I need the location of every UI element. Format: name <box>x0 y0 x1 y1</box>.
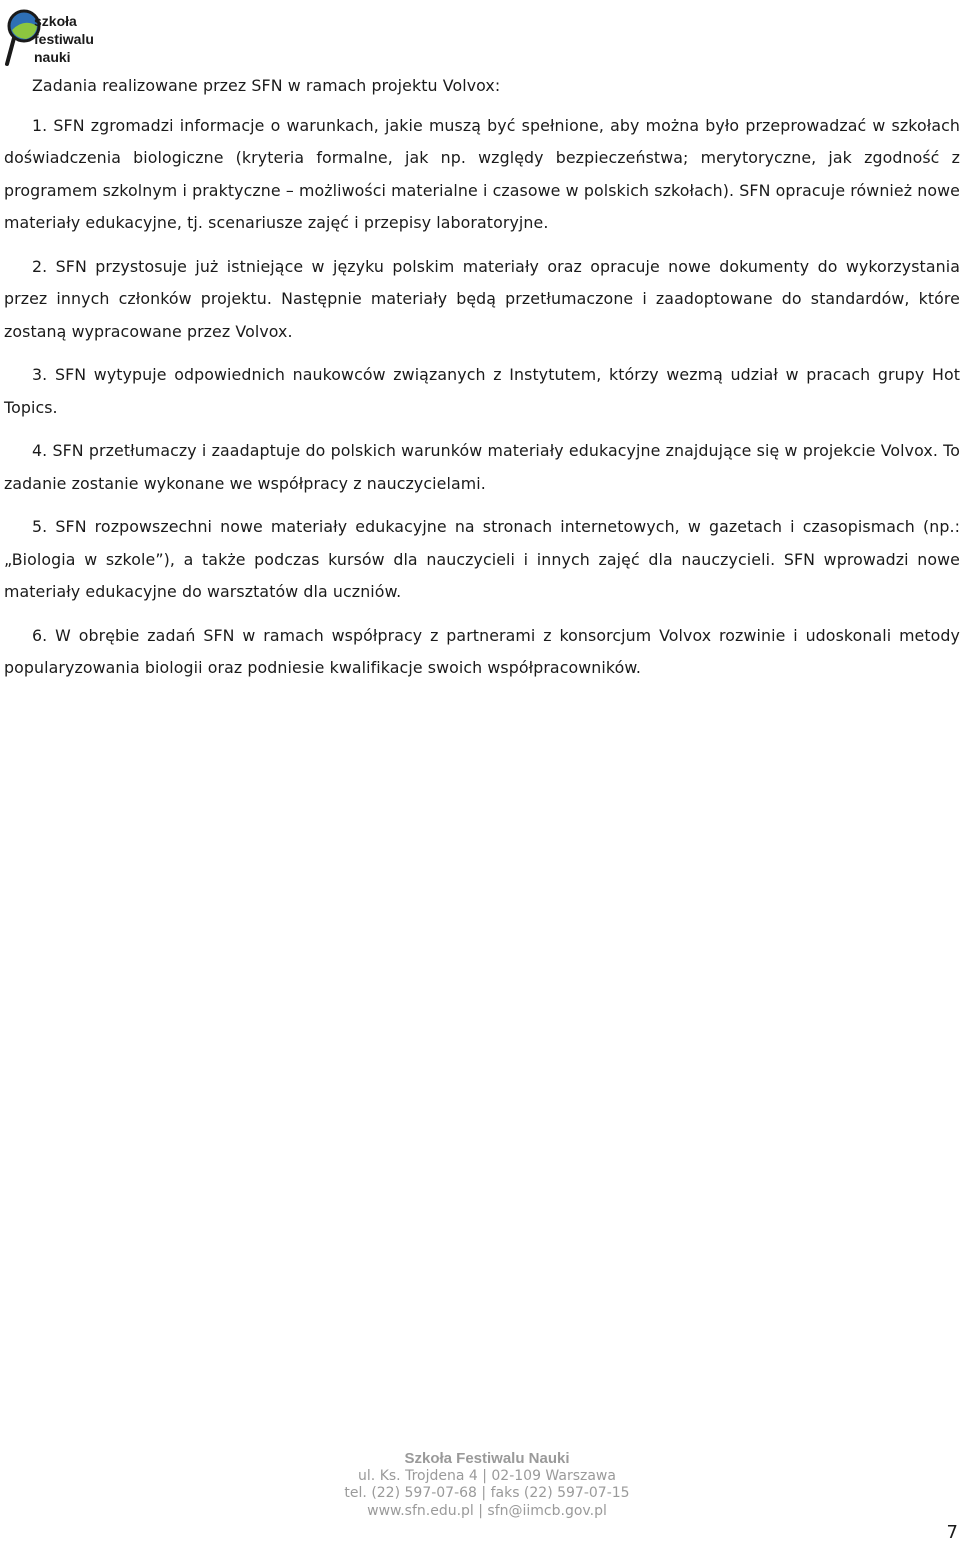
list-item <box>4 110 960 240</box>
logo-line2: festiwalu <box>34 31 94 47</box>
item-number: 3. <box>32 365 48 384</box>
item-text: W obrębie zadań SFN w ramach współpracy z partnerami z konsorcjum Volvox rozwinie i udoskonali metody popularyzowania biologii oraz podniesie kwalifikacje swoich współpracowników. <box>4 625 960 677</box>
list-item <box>4 359 960 424</box>
footer-phone: tel. (22) 597-07-68 | faks (22) 597-07-15 <box>344 1485 630 1501</box>
intro-text: Zadania realizowane przez SFN w ramach projektu Volvox: <box>32 76 501 95</box>
item-text: SFN przystosuje już istniejące w języku polskim materiały oraz opracuje nowe dokumenty do wykorzystania przez innych członków projektu. Następnie materiały będą przetłumaczone i zaadoptowane do standardów, które zostaną wypracowane przez Volvox. <box>4 256 960 341</box>
item-number: 1. <box>32 115 48 135</box>
logo <box>4 4 104 68</box>
logo-line1: szkoła <box>34 13 77 29</box>
list-item <box>4 251 960 349</box>
item-text: SFN rozpowszechni nowe materiały edukacyjne na stronach internetowych, w gazetach i czasopismach (np.: „Biologia w szkole”), a także podczas kursów dla nauczycieli i innych zajęć dla nauczycieli. SFN wprowadzi nowe materiały edukacyjne do warsztatów dla uczniów. <box>4 517 960 601</box>
item-number: 4. <box>32 441 48 460</box>
footer-address: ul. Ks. Trojdena 4 | 02-109 Warszawa <box>358 1467 616 1484</box>
item-number: 2. <box>32 256 48 276</box>
item-number: 5. <box>32 517 48 536</box>
list-item <box>4 511 960 609</box>
item-text: SFN przetłumaczy i zaadaptuje do polskich warunków materiały edukacyjne znajdujące się w projekcie Volvox. To zadanie zostanie wykonane we współpracy z nauczycielami. <box>4 441 960 493</box>
list-item <box>4 435 960 500</box>
item-number: 6. <box>32 625 48 645</box>
logo-line3: nauki <box>34 49 71 65</box>
item-text: SFN zgromadzi informacje o warunkach, jakie muszą być spełnione, aby można było przeprowadzać w szkołach doświadczenia biologiczne (kryteria formalne, jak np. względy bezpieczeństwa; merytoryczne, jak zgodność z programem szkolnym i praktyczne – możliwości materialne i czasowe w polskich szkołach). SFN opracuje również nowe materiały edukacyjne, tj. scenariusze zajęć i przepisy laboratoryjne. <box>4 115 960 232</box>
footer-web: www.sfn.edu.pl | sfn@iimcb.gov.pl <box>367 1502 607 1519</box>
list-item <box>4 620 960 685</box>
document-body <box>4 70 960 696</box>
item-text: SFN wytypuje odpowiednich naukowców związanych z Instytutem, którzy wezmą udział w pracach grupy Hot Topics. <box>4 365 960 417</box>
magnifier-icon <box>4 4 104 68</box>
footer <box>0 1450 960 1520</box>
page-number: 7 <box>946 1522 958 1543</box>
footer-name: Szkoła Festiwalu Nauki <box>404 1450 570 1467</box>
